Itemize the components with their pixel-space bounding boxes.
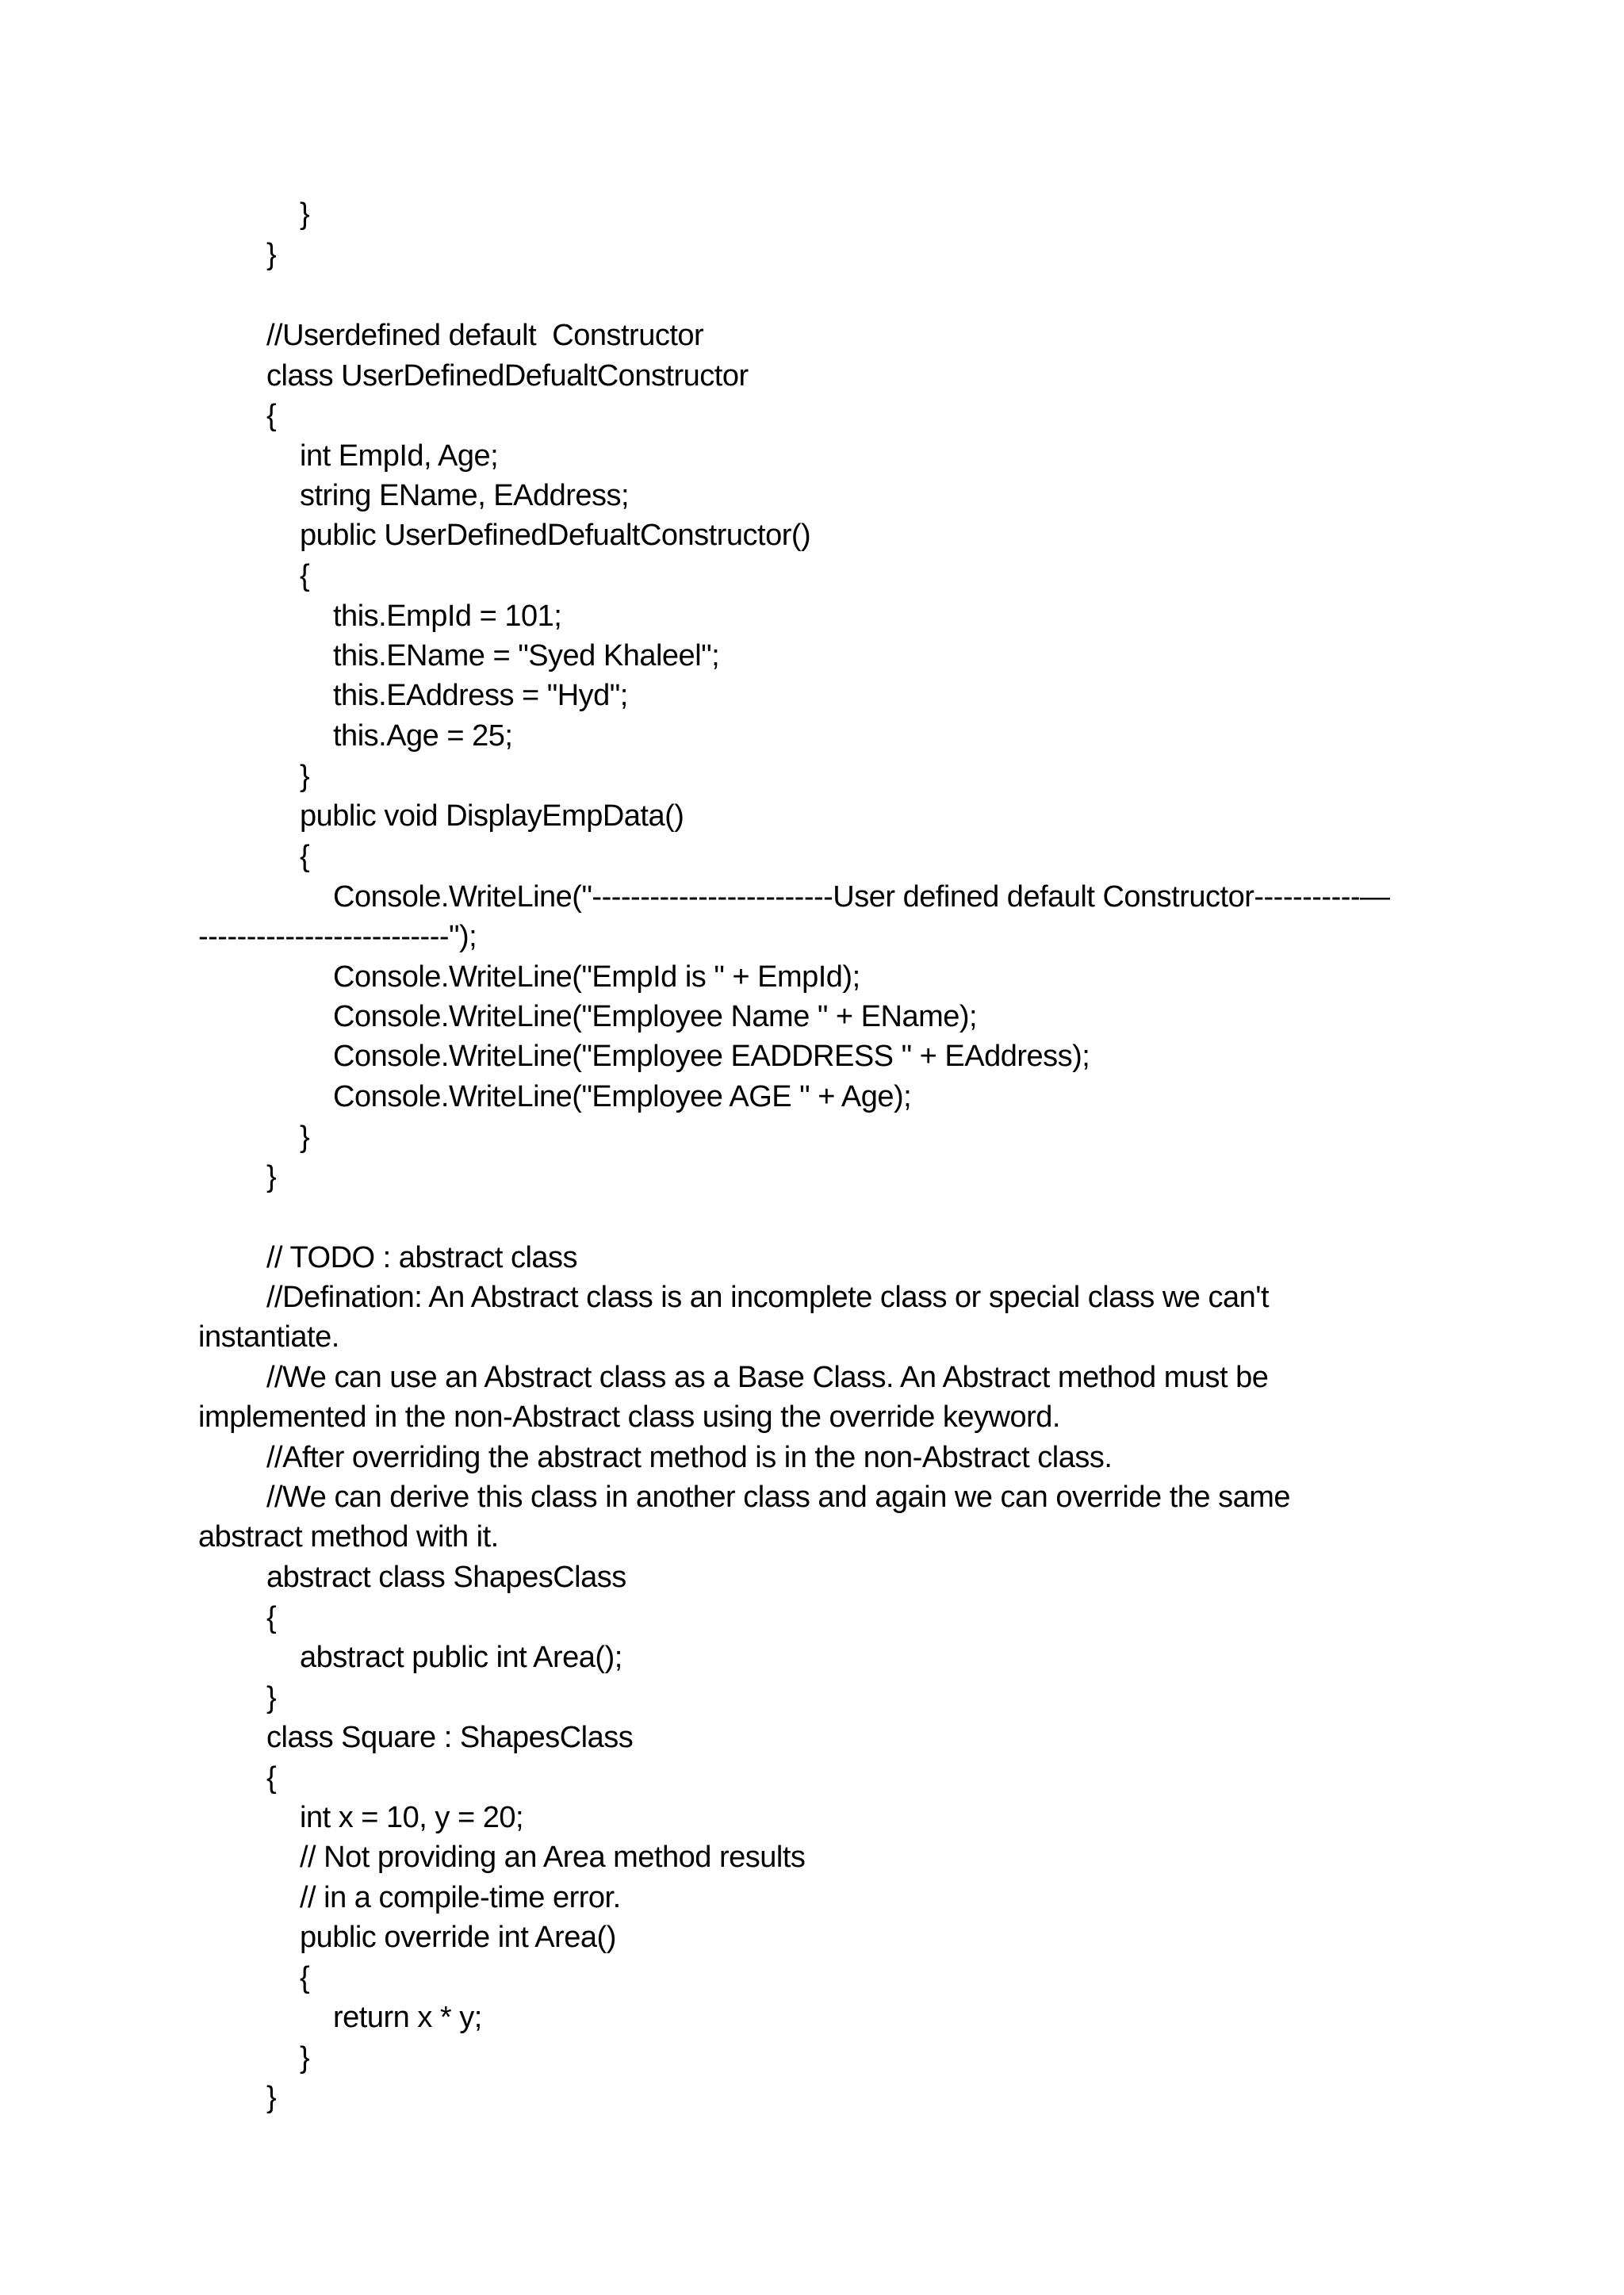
- code-line: {: [300, 559, 310, 592]
- code-comment: //We can derive this class in another class and again we can override the same: [266, 1481, 1290, 1514]
- code-line: }: [266, 1160, 277, 1193]
- code-line: int x = 10, y = 20;: [300, 1801, 524, 1834]
- code-line: }: [266, 2081, 277, 2114]
- code-line: {: [266, 399, 277, 432]
- code-line: Console.WriteLine("Employee EADDRESS " + EAddress);: [333, 1040, 1090, 1073]
- code-line: string EName, EAddress;: [300, 479, 630, 512]
- code-comment: //Userdefined default Constructor: [266, 319, 704, 352]
- code-comment-wrap: instantiate.: [198, 1320, 339, 1354]
- code-line: this.Age = 25;: [333, 719, 513, 753]
- code-line: }: [300, 2041, 310, 2075]
- code-line: abstract public int Area();: [300, 1641, 622, 1674]
- code-line: {: [266, 1761, 277, 1795]
- code-line: Console.WriteLine("Employee Name " + EName);: [333, 1000, 978, 1033]
- code-comment-wrap: abstract method with it.: [198, 1520, 499, 1554]
- code-comment: // TODO : abstract class: [266, 1241, 578, 1274]
- code-line: {: [266, 1601, 277, 1634]
- code-line: Console.WriteLine("-------------------------User defined default Constructor-----------—: [333, 880, 1390, 914]
- code-line: Console.WriteLine("EmpId is " + EmpId);: [333, 960, 860, 994]
- code-line: public override int Area(): [300, 1921, 616, 1954]
- code-comment: //Defination: An Abstract class is an incomplete class or special class we can't: [266, 1281, 1270, 1314]
- code-line: int EmpId, Age;: [300, 439, 499, 473]
- code-line: return x * y;: [333, 2001, 482, 2034]
- code-comment-wrap: implemented in the non-Abstract class using the override keyword.: [198, 1400, 1060, 1434]
- code-line: }: [266, 238, 277, 271]
- code-line: }: [300, 1121, 310, 1154]
- code-line: {: [300, 840, 310, 873]
- code-line: }: [266, 1681, 277, 1715]
- code-comment: // Not providing an Area method results: [300, 1841, 806, 1874]
- code-line: Console.WriteLine("Employee AGE " + Age);: [333, 1080, 912, 1113]
- code-line: public UserDefinedDefualtConstructor(): [300, 519, 811, 552]
- code-comment: //After overriding the abstract method is in the non-Abstract class.: [266, 1441, 1113, 1474]
- code-line: }: [300, 197, 310, 231]
- code-line: this.EmpId = 101;: [333, 600, 562, 633]
- code-line: class UserDefinedDefualtConstructor: [266, 359, 749, 393]
- code-line: this.EName = "Syed Khaleel";: [333, 639, 720, 672]
- code-line: class Square : ShapesClass: [266, 1721, 634, 1754]
- code-comment: //We can use an Abstract class as a Base Class. An Abstract method must be: [266, 1361, 1269, 1394]
- code-line: abstract class ShapesClass: [266, 1561, 626, 1594]
- code-line: public void DisplayEmpData(): [300, 799, 684, 833]
- code-comment: // in a compile-time error.: [300, 1881, 621, 1914]
- code-line: }: [300, 760, 310, 793]
- code-line-wrap: --------------------------");: [198, 920, 477, 953]
- code-line: this.EAddress = "Hyd";: [333, 679, 628, 712]
- code-line: {: [300, 1961, 310, 1994]
